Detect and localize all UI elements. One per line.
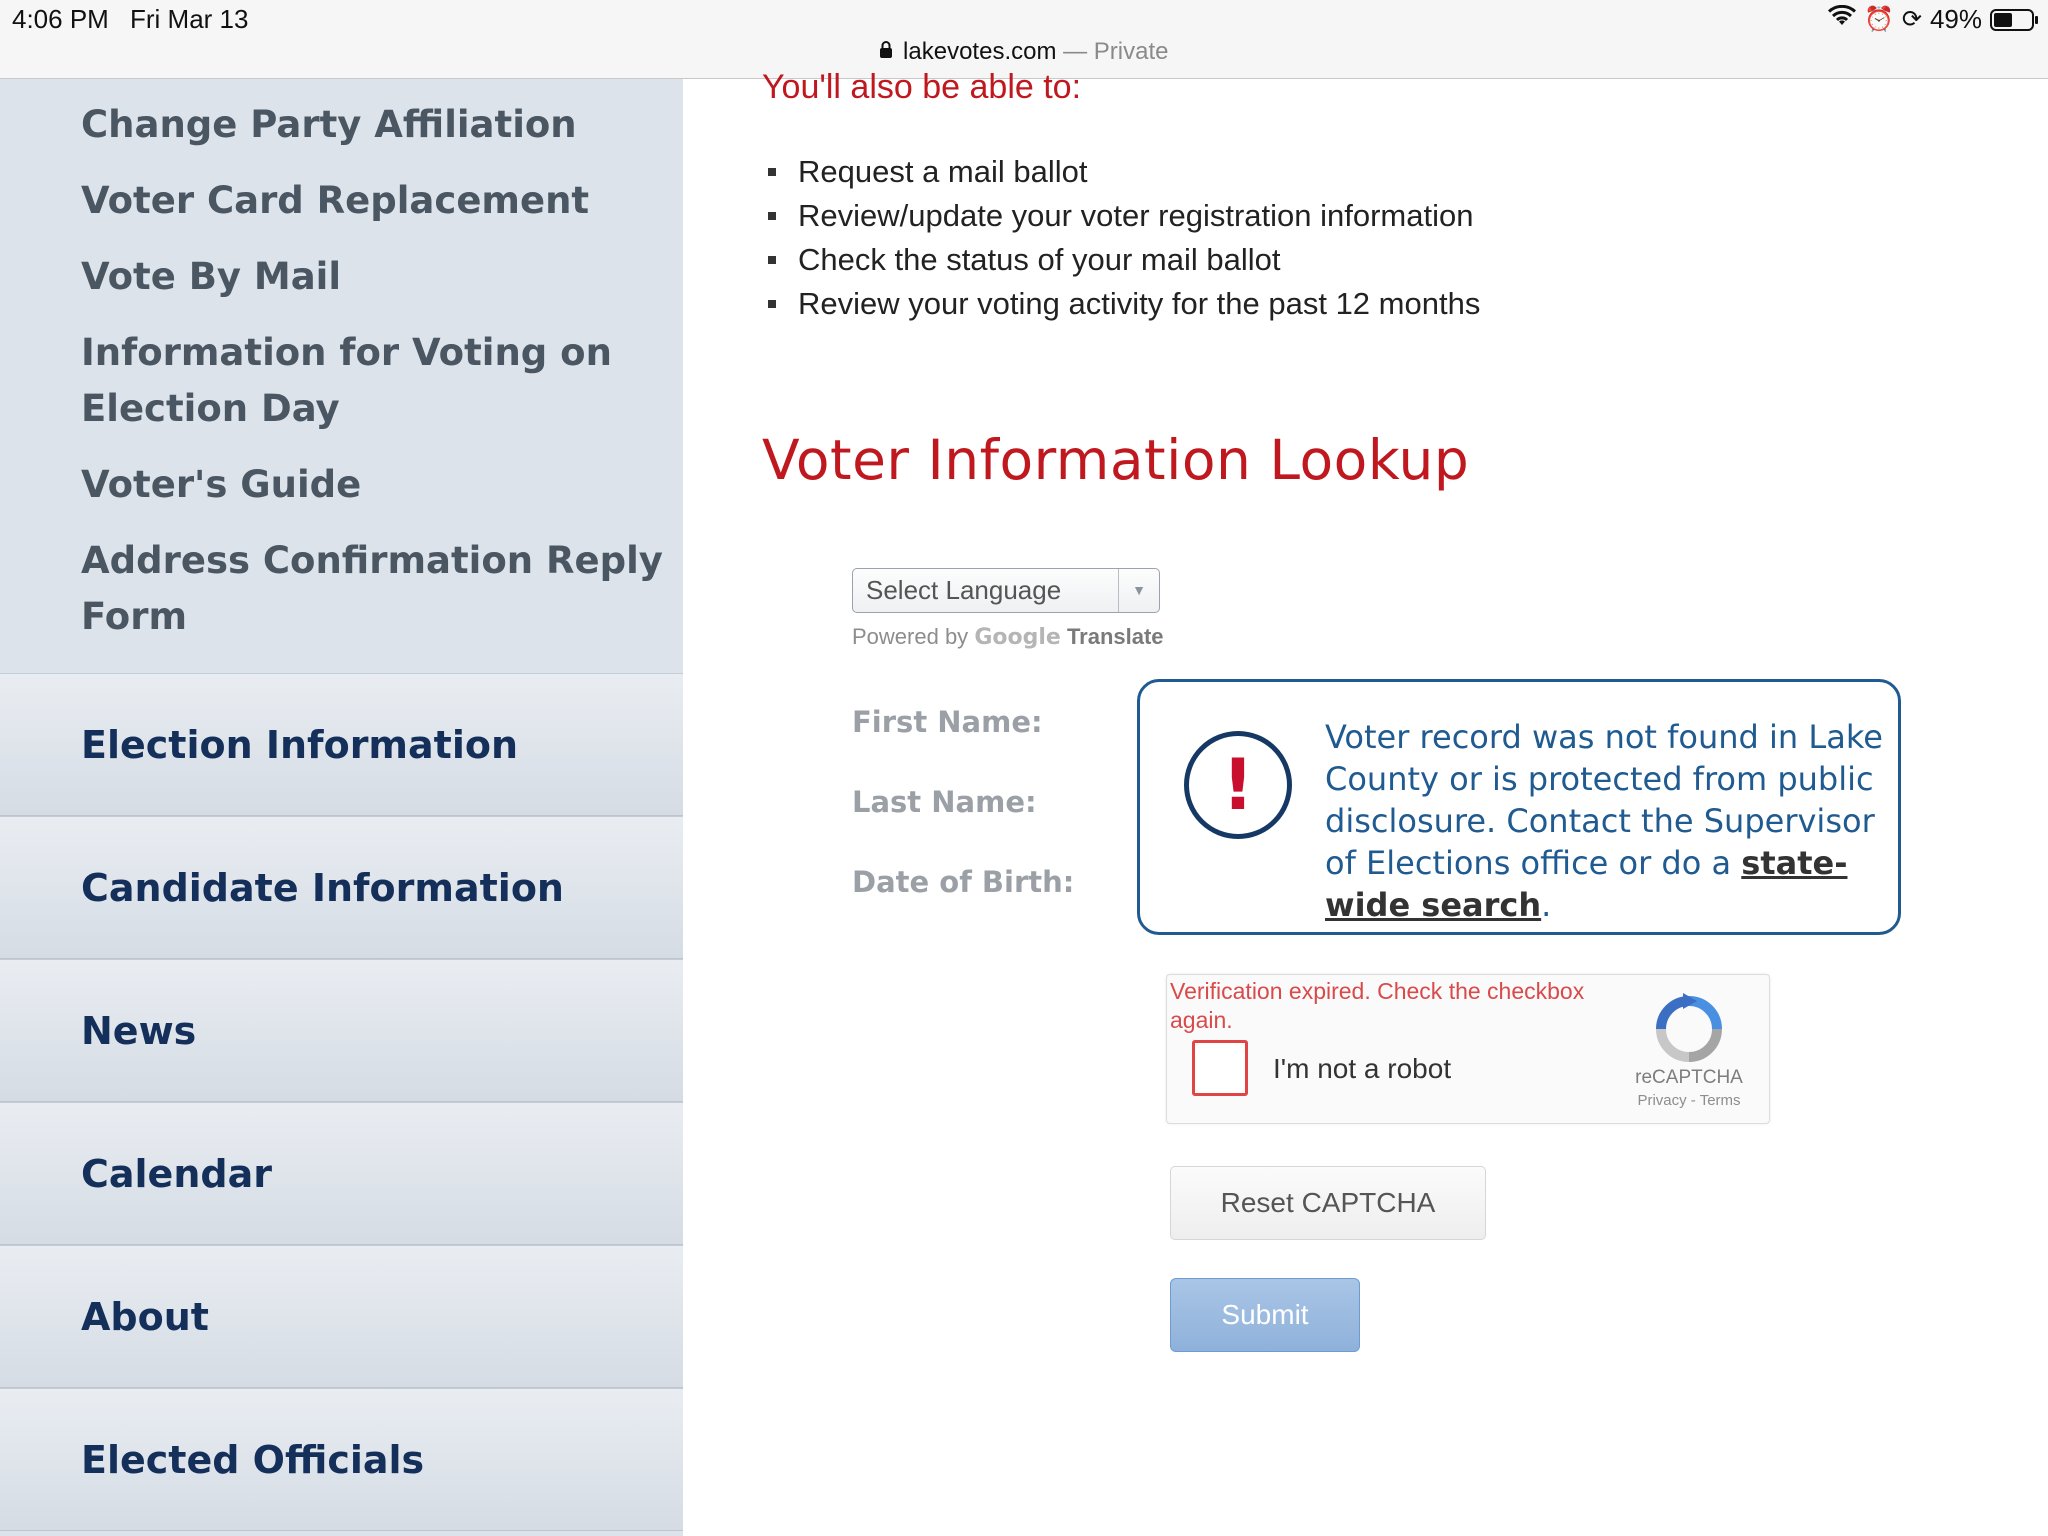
captcha-label: I'm not a robot [1273,1053,1452,1084]
nav-label: About [81,1294,209,1339]
language-select-value: Select Language [866,575,1062,605]
translate-link[interactable]: Translate [1066,624,1164,649]
url-private-label: Private [1093,38,1169,65]
captcha-link-separator: - [1686,1092,1700,1109]
lock-icon [879,42,899,64]
nav-news[interactable] [0,959,683,1102]
nav-elected-officials[interactable] [0,1388,683,1531]
nav-label: News [81,1008,197,1053]
list-item [768,194,1480,238]
list-item-text: Request a mail ballot [798,154,1088,189]
list-item [768,282,1480,326]
bullet-icon [768,300,776,308]
wifi-icon [1828,5,1856,34]
sidebar-submenu [81,97,671,665]
last-name-label: Last Name: [852,785,1037,819]
alert-message-end: . [1541,886,1552,924]
submit-button[interactable]: Submit [1170,1278,1360,1352]
first-name-label: First Name: [852,705,1043,739]
not-found-alert [1137,679,1901,935]
dob-label: Date of Birth: [852,865,1075,899]
bullet-icon [768,256,776,264]
sidebar-item-voters-guide[interactable]: Voter's Guide [81,463,362,506]
nav-label: Elected Officials [81,1437,425,1482]
sidebar-item-change-party-affiliation[interactable]: Change Party Affiliation [81,103,577,146]
captcha-links [1619,1092,1759,1109]
url-separator: — [1056,38,1094,65]
list-item [768,238,1480,282]
alert-message [1325,716,1895,926]
powered-by-text: Powered by [852,624,969,649]
sidebar-item-vote-by-mail[interactable]: Vote By Mail [81,255,342,298]
recaptcha-widget [1166,974,1770,1124]
list-item-text: Review your voting activity for the past 12 months [798,286,1481,321]
reset-captcha-button[interactable]: Reset CAPTCHA [1170,1166,1486,1240]
chevron-down-icon: ▼ [1118,569,1159,612]
google-logo: Google [974,625,1061,650]
nav-election-information[interactable] [0,673,683,816]
recaptcha-logo-icon [1653,993,1725,1065]
bullet-icon [768,168,776,176]
nav-calendar[interactable] [0,1102,683,1245]
google-translate-credit [852,624,1164,650]
url-domain: lakevotes.com [903,38,1057,65]
language-select[interactable] [852,568,1160,613]
captcha-privacy-link[interactable]: Privacy [1637,1092,1687,1109]
sidebar [0,79,683,1536]
sidebar-item-address-confirmation[interactable]: Address Confirmation Reply Form [81,539,663,638]
url-bar[interactable] [0,38,2048,66]
captcha-brand: reCAPTCHA [1635,1067,1743,1088]
statewide-search-link[interactable]: state-wide search [1325,844,1848,924]
nav-about[interactable] [0,1245,683,1388]
nav-label: Election Information [81,722,519,767]
list-item-text: Check the status of your mail ballot [798,242,1281,277]
bullet-icon [768,212,776,220]
rotation-lock-icon: ⟳ [1901,6,1922,33]
list-item [768,150,1480,194]
sidebar-item-voting-election-day[interactable]: Information for Voting on Election Day [81,331,612,430]
alarm-icon: ⏰ [1863,6,1894,33]
sidebar-item-voter-card-replacement[interactable]: Voter Card Replacement [81,179,590,222]
nav-label: Calendar [81,1151,272,1196]
captcha-terms-link[interactable]: Terms [1699,1092,1741,1109]
also-able-heading: You'll also be able to: [762,68,1082,106]
battery-icon [1990,9,2034,31]
captcha-checkbox[interactable] [1192,1040,1248,1096]
nav-label: Candidate Information [81,865,564,910]
list-item-text: Review/update your voter registration information [798,198,1474,233]
status-time: 4:06 PM [12,4,109,34]
status-indicators [1828,4,2034,35]
battery-percent: 49% [1929,4,1982,34]
page-title: Voter Information Lookup [762,428,1470,492]
sidebar-main-nav [0,673,683,1531]
exclamation-icon: ! [1184,731,1292,839]
benefits-list [768,150,1480,326]
alert-message-text: Voter record was not found in Lake County or is protected from public disclosure. Contact the Supervisor of Elections office or do a [1325,718,1883,882]
status-date: Fri Mar 13 [130,4,249,34]
nav-candidate-information[interactable] [0,816,683,959]
captcha-error-text: Verification expired. Check the checkbox again. [1170,978,1585,1033]
